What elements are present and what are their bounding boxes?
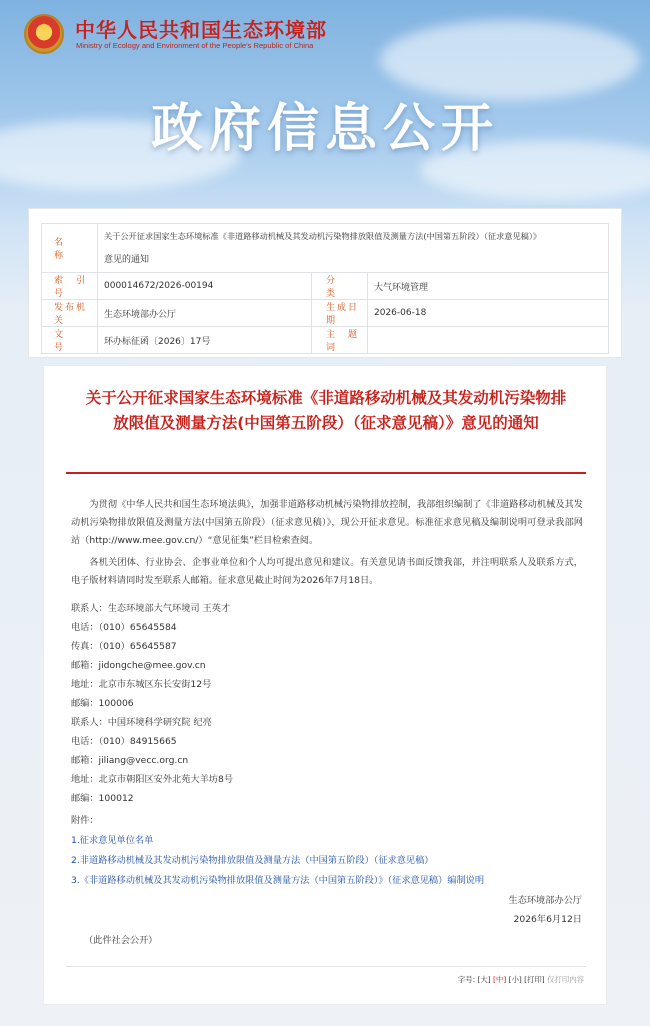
contact-line: 电话：（010）84915665 [71, 736, 177, 747]
index-value: 000014672/2026-00194 [98, 273, 312, 300]
name-value-line2: 意见的通知 [104, 255, 150, 265]
contact-line: 地址：北京市朝阳区安外北苑大羊坊8号 [71, 774, 234, 785]
font-size-label: 字号: [457, 975, 476, 984]
article-body [71, 496, 583, 590]
keywords-value [368, 327, 609, 354]
contact-line: 邮箱：jiliang@vecc.org.cn [71, 755, 189, 766]
issuer-value: 生态环境部办公厅 [98, 300, 312, 327]
contact-line: 电话：（010）65645584 [71, 622, 177, 633]
keywords-label: 主 题 词 [312, 327, 368, 354]
font-medium-button[interactable]: [中] [493, 975, 507, 984]
contact-line: 邮编：100006 [71, 698, 134, 709]
print-content-only-button[interactable]: 仅打印内容 [547, 975, 584, 984]
signer: 生态环境部办公厅 [508, 895, 582, 906]
title-divider [66, 472, 586, 474]
contact-line: 邮编：100012 [71, 793, 134, 804]
contact-line: 联系人：生态环境部大气环境司 王英才 [71, 603, 231, 614]
font-small-button[interactable]: [小] [508, 975, 522, 984]
date-value: 2026-06-18 [368, 300, 609, 327]
name-label: 名 称 [42, 224, 98, 273]
doc-number-label: 文 号 [42, 327, 98, 354]
name-value-line1: 关于公开征求国家生态环境标准《非道路移动机械及其发动机污染物排放限值及测量方法(中国第五阶段）（征求意见稿）》 [104, 231, 542, 241]
article [43, 365, 607, 1005]
document-meta-table [41, 223, 609, 354]
font-size-toolbar [458, 974, 584, 985]
site-header [0, 0, 650, 205]
name-value [98, 224, 609, 273]
index-label: 索 引 号 [42, 273, 98, 300]
contact-line: 传真：（010）65645587 [71, 641, 177, 652]
category-label: 分 类 [312, 273, 368, 300]
contact-line: 地址：北京市东城区东长安街12号 [71, 679, 212, 690]
site-title[interactable]: 中华人民共和国生态环境部 [75, 18, 327, 42]
contact-line: 邮箱：jidongche@mee.gov.cn [71, 660, 206, 671]
date-label: 生成日期 [312, 300, 368, 327]
doc-number-value: 环办标征函〔2026〕17号 [98, 327, 312, 354]
bottom-divider [66, 966, 586, 967]
attachment-link-2[interactable]: 2.非道路移动机械及其发动机污染物排放限值及测量方法（中国第五阶段）（征求意见稿） [71, 855, 434, 866]
issuer-label: 发布机关 [42, 300, 98, 327]
site-subtitle: Ministry of Ecology and Environment of the People's Republic of China [76, 41, 314, 50]
sign-date: 2026年6月12日 [513, 914, 582, 925]
article-title: 关于公开征求国家生态环境标准《非道路移动机械及其发动机污染物排放限值及测量方法(中国第五阶段）（征求意见稿）》意见的通知 [85, 389, 567, 432]
attachment-link-3[interactable]: 3.《非道路移动机械及其发动机污染物排放限值及测量方法（中国第五阶段）》（征求意见稿）编制说明 [71, 875, 485, 886]
contact-line: 联系人：中国环境科学研究院 纪亮 [71, 717, 212, 728]
paragraph-intro: 为贯彻《中华人民共和国生态环境法典》，加强非道路移动机械污染物排放控制，我部组织编制了《非道路移动机械及其发动机污染物排放限值及测量方法(中国第五阶段）（征求意见稿）》，现公开征求意见。标准征求意见稿及编制说明可登录我部网站（http://www.mee.gov.cn/）“意见征集”栏目检索查阅。 [71, 499, 583, 546]
paragraph-feedback: 各机关团体、行业协会、企事业单位和个人均可提出意见和建议。有关意见请书面反馈我部，并注明联系人及联系方式，电子版材料请同时发至联系人邮箱。征求意见截止时间为2026年7月18日。 [71, 557, 583, 586]
attachment-link-1[interactable]: 1.征求意见单位名单 [71, 835, 154, 846]
attachments-label: 附件： [71, 815, 99, 826]
print-button[interactable]: [打印] [524, 975, 545, 984]
document-meta-card [28, 208, 622, 358]
category-value: 大气环境管理 [368, 273, 609, 300]
font-large-button[interactable]: [大] [477, 975, 491, 984]
national-emblem-icon[interactable]: ★ [24, 14, 64, 54]
public-note: （此件社会公开） [84, 935, 158, 946]
banner-title: 政府信息公开 [150, 99, 499, 159]
